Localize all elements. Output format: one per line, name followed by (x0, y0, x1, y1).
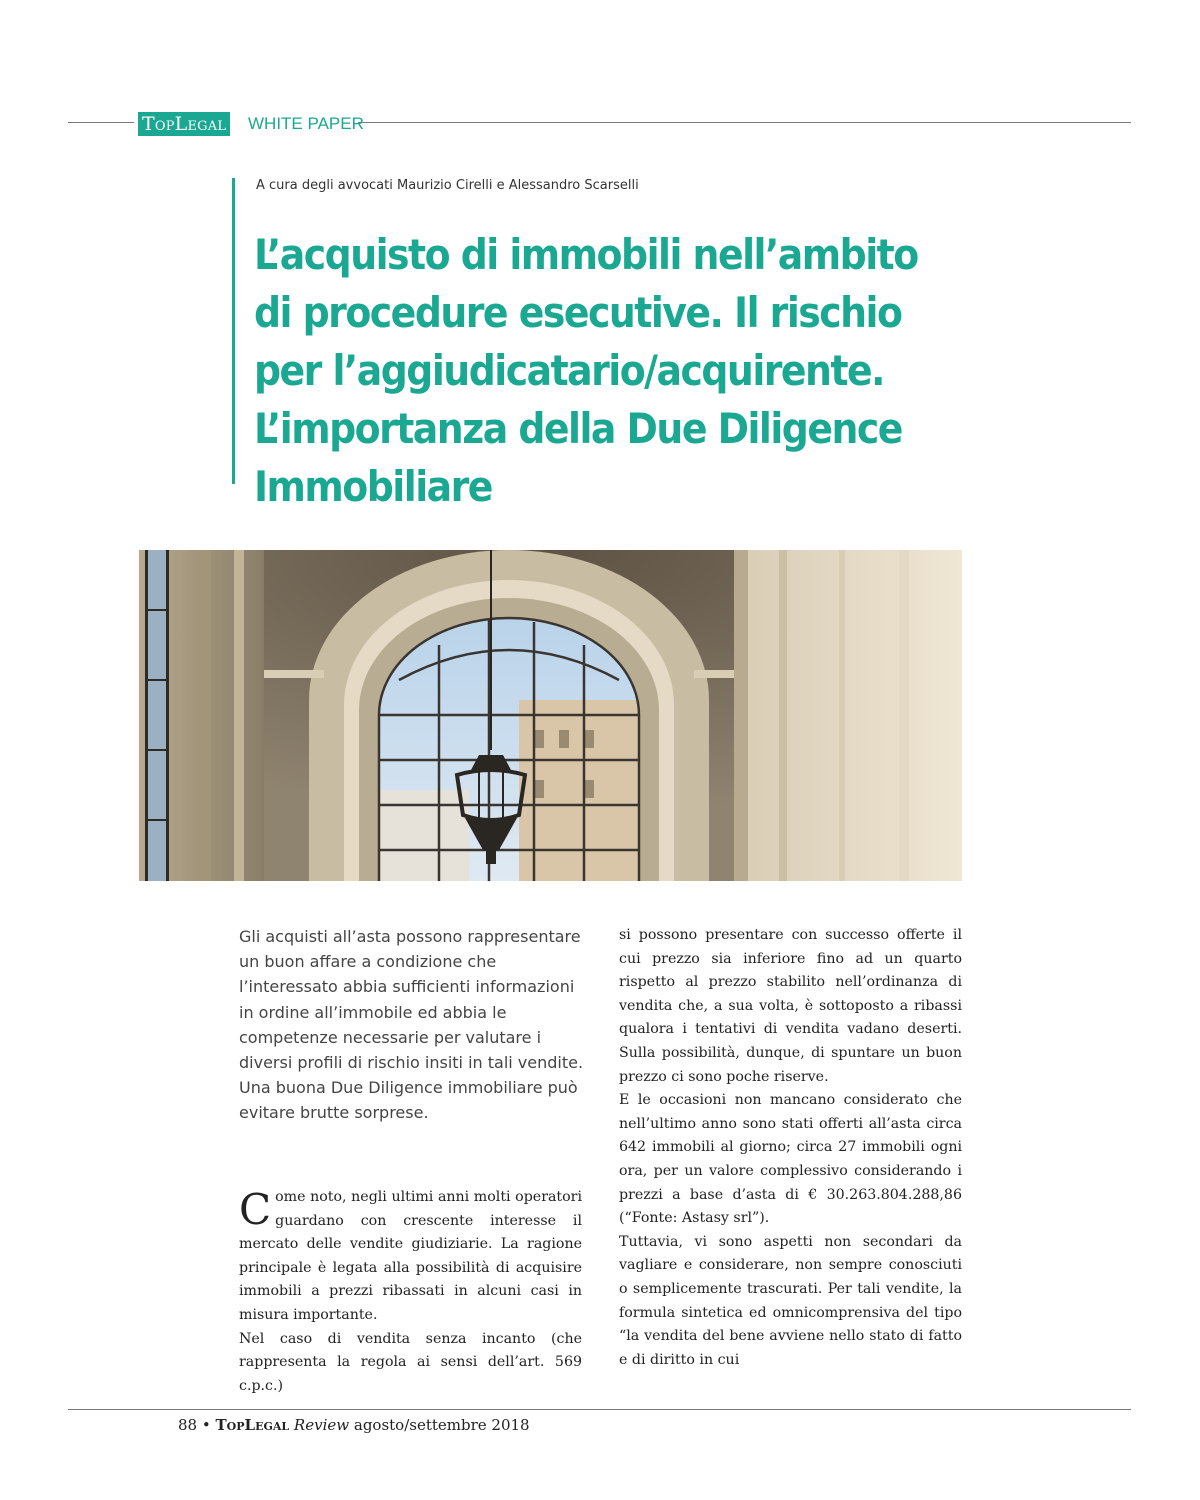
paragraph (239, 1186, 582, 1328)
paragraph: si possono presentare con successo offerte il cui prezzo sia inferiore fino ad un quarto rispetto al prezzo stabilito nell’ordinanza di vendita che, a sua volta, è sottoposto a ribassi qualora i tentativi di vendita vadano deserti. Sulla possibilità, dunque, di spuntare un buon prezzo ci sono poche riserve. (619, 927, 962, 1085)
title-line: di procedure esecutive. Il rischio (254, 288, 902, 337)
body-column-2 (619, 924, 962, 1372)
body-column-1 (239, 1186, 582, 1398)
issue-date: agosto/settembre 2018 (353, 1416, 530, 1434)
paragraph: E le occasioni non mancano considerato che nell’ultimo anno sono stati offerti all’asta circa 642 immobili al giorno; circa 27 immobili ogni ora, per un valore complessivo considerando i prezzi a base d’asta di € 30.263.804.288,86 (“Fonte: Astasy srl”). (619, 1092, 962, 1227)
page-footer (178, 1416, 530, 1434)
title-line: per l’aggiudicatario/acquirente. (254, 346, 885, 395)
header-rule-left (68, 122, 134, 123)
footer-separator: • (201, 1416, 211, 1434)
drop-cap: C (239, 1185, 272, 1234)
paragraph: Tuttavia, vi sono aspetti non secondari da vagliare e considerare, non sempre conosciuti o semplicemente trascurati. Per tali vendite, la formula sintetica ed omnicomprensiva del tipo “la vendita del bene avviene nello stato di fatto e di diritto in cui (619, 1233, 962, 1368)
footer-review: Review (293, 1416, 350, 1434)
article-title (254, 226, 1014, 516)
title-accent-bar (232, 178, 235, 484)
title-line: L’acquisto di immobili nell’ambito (254, 230, 918, 279)
footer-rule (68, 1409, 1131, 1410)
paragraph-text: ome noto, negli ultimi anni molti operatori guardano con crescente interesse il mercato delle vendite giudiziarie. La ragione principale è legata alla possibilità di acquisire immobili a prezzi ribassati in alcuni casi in misura importante. (239, 1189, 582, 1323)
byline: A cura degli avvocati Maurizio Cirelli e Alessandro Scarselli (256, 178, 639, 193)
section-label: WHITE PAPER (248, 114, 364, 133)
toplegal-logo: TopLegal (138, 112, 230, 136)
footer-brand: TopLegal (215, 1416, 290, 1434)
article-photo (139, 550, 962, 881)
page-number: 88 (178, 1416, 198, 1434)
paragraph: Nel caso di vendita senza incanto (che rappresenta la regola ai sensi dell’art. 569 c.p.c.) (239, 1330, 582, 1394)
header-rule-right (358, 122, 1131, 123)
arched-window-illustration (139, 550, 962, 881)
title-line: Immobiliare (254, 462, 492, 511)
lead-paragraph: Gli acquisti all’asta possono rappresentare un buon affare a condizione che l’interessato abbia sufficienti informazioni in ordine all’immobile ed abbia le competenze necessarie per valutare i diversi profili di rischio insiti in tali vendite. Una buona Due Diligence immobiliare può evitare brutte sorprese. (239, 927, 584, 1123)
title-line: L’importanza della Due Diligence (254, 404, 902, 453)
